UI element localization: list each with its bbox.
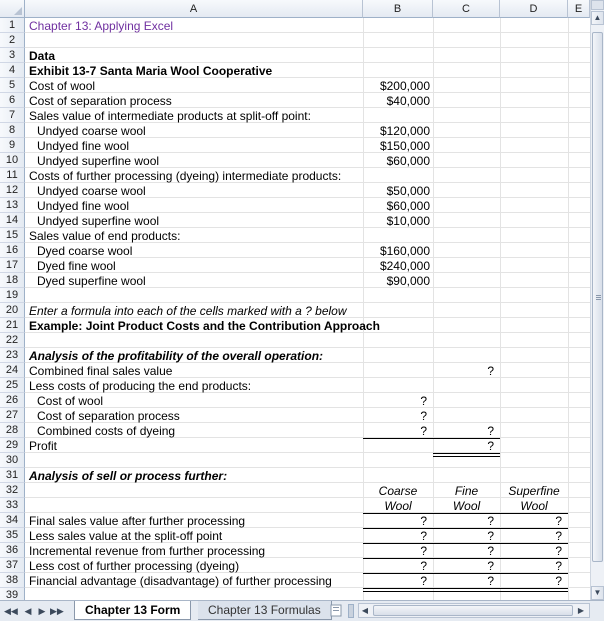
cell-c35[interactable]: ? bbox=[487, 529, 494, 543]
row-header[interactable]: 29 bbox=[0, 438, 25, 453]
row-header[interactable]: 31 bbox=[0, 468, 25, 483]
row-header[interactable]: 13 bbox=[0, 198, 25, 213]
row-header[interactable]: 35 bbox=[0, 528, 25, 543]
gridline bbox=[25, 92, 590, 93]
cell-a31[interactable]: Analysis of sell or process further: bbox=[29, 469, 228, 483]
cell-b27[interactable]: ? bbox=[420, 409, 427, 423]
cell-d36[interactable]: ? bbox=[555, 544, 562, 558]
cell-d35[interactable]: ? bbox=[555, 529, 562, 543]
cell-b16[interactable]: $160,000 bbox=[379, 244, 430, 258]
row-header[interactable]: 1 bbox=[0, 18, 25, 33]
cell-b34[interactable]: ? bbox=[420, 514, 427, 528]
row-header[interactable]: 15 bbox=[0, 228, 25, 243]
cell-a17[interactable]: Dyed fine wool bbox=[37, 259, 116, 273]
last-sheet-icon[interactable]: ▶▶ bbox=[50, 606, 64, 616]
row-header[interactable]: 16 bbox=[0, 243, 25, 258]
cell-a6[interactable]: Cost of separation process bbox=[29, 94, 172, 108]
tab-chapter-13-form[interactable]: Chapter 13 Form bbox=[74, 601, 191, 620]
row-header[interactable]: 21 bbox=[0, 318, 25, 333]
border-row38-double bbox=[363, 588, 568, 592]
row-header[interactable]: 19 bbox=[0, 288, 25, 303]
cell-b38[interactable]: ? bbox=[420, 574, 427, 588]
row-header[interactable]: 24 bbox=[0, 363, 25, 378]
cell-b28[interactable]: ? bbox=[420, 424, 427, 438]
split-box[interactable] bbox=[591, 0, 604, 10]
gridline bbox=[25, 407, 590, 408]
row-header[interactable]: 8 bbox=[0, 123, 25, 138]
first-sheet-icon[interactable]: ◀◀ bbox=[4, 606, 18, 616]
cell-a27[interactable]: Cost of separation process bbox=[37, 409, 180, 423]
row-header[interactable]: 12 bbox=[0, 183, 25, 198]
gridline bbox=[25, 452, 590, 453]
cell-a14[interactable]: Undyed superfine wool bbox=[37, 214, 160, 228]
row-header[interactable]: 7 bbox=[0, 108, 25, 123]
tab-split-handle[interactable] bbox=[348, 604, 354, 618]
row-header[interactable]: 17 bbox=[0, 258, 25, 273]
column-header-d[interactable]: D bbox=[500, 0, 568, 18]
row-header[interactable]: 32 bbox=[0, 483, 25, 498]
cell-a5[interactable]: Cost of wool bbox=[29, 79, 96, 93]
row-header[interactable]: 26 bbox=[0, 393, 25, 408]
row-header[interactable]: 23 bbox=[0, 348, 25, 363]
cell-b17[interactable]: $240,000 bbox=[379, 259, 430, 273]
gridline bbox=[25, 302, 590, 303]
row-header[interactable]: 37 bbox=[0, 558, 25, 573]
cell-a26[interactable]: Cost of wool bbox=[37, 394, 104, 408]
gridline bbox=[568, 18, 569, 600]
cell-a9[interactable]: Undyed fine wool bbox=[37, 139, 130, 153]
cell-b12[interactable]: $50,000 bbox=[386, 184, 430, 198]
cell-a18[interactable]: Dyed superfine wool bbox=[37, 274, 146, 288]
row-header[interactable]: 38 bbox=[0, 573, 25, 588]
row-header[interactable]: 6 bbox=[0, 93, 25, 108]
cell-d33[interactable]: Wool bbox=[520, 499, 548, 513]
column-header-c[interactable]: C bbox=[433, 0, 500, 18]
sheet-tab-bar bbox=[0, 600, 604, 621]
cell-a13[interactable]: Undyed fine wool bbox=[37, 199, 130, 213]
cell-b35[interactable]: ? bbox=[420, 529, 427, 543]
insert-sheet-icon[interactable] bbox=[330, 603, 344, 618]
cell-b5[interactable]: $200,000 bbox=[379, 79, 430, 93]
scroll-right-icon[interactable]: ▶ bbox=[577, 606, 585, 615]
cell-c29[interactable]: ? bbox=[487, 439, 494, 453]
cell-a3[interactable]: Data bbox=[29, 49, 56, 63]
horizontal-scrollbar[interactable] bbox=[358, 603, 590, 618]
border-b28-bottom bbox=[363, 438, 433, 439]
border-row35-bottom bbox=[363, 543, 568, 544]
cell-a28[interactable]: Combined costs of dyeing bbox=[37, 424, 176, 438]
cell-a16[interactable]: Dyed coarse wool bbox=[37, 244, 133, 258]
row-header[interactable]: 36 bbox=[0, 543, 25, 558]
border-c28-bottom bbox=[433, 438, 500, 439]
cell-a11[interactable]: Costs of further processing (dyeing) intermediate products: bbox=[29, 169, 342, 183]
cell-a4[interactable]: Exhibit 13-7 Santa Maria Wool Cooperative bbox=[29, 64, 273, 78]
border-row37-bottom bbox=[363, 573, 568, 574]
cell-d34[interactable]: ? bbox=[555, 514, 562, 528]
cell-a20[interactable]: Enter a formula into each of the cells marked with a ? below bbox=[29, 304, 347, 318]
cell-d38[interactable]: ? bbox=[555, 574, 562, 588]
grip-line bbox=[596, 299, 601, 300]
row-header[interactable]: 10 bbox=[0, 153, 25, 168]
row-header[interactable]: 5 bbox=[0, 78, 25, 93]
row-header[interactable]: 3 bbox=[0, 48, 25, 63]
tab-chapter-13-formulas[interactable]: Chapter 13 Formulas bbox=[198, 601, 332, 620]
prev-sheet-icon[interactable]: ◀ bbox=[24, 606, 32, 616]
cell-b14[interactable]: $10,000 bbox=[386, 214, 430, 228]
cell-c34[interactable]: ? bbox=[487, 514, 494, 528]
vertical-scrollbar[interactable] bbox=[590, 0, 604, 600]
cell-c37[interactable]: ? bbox=[487, 559, 494, 573]
cell-a29[interactable]: Profit bbox=[29, 439, 58, 453]
row-header[interactable]: 22 bbox=[0, 333, 25, 348]
row-header[interactable]: 4 bbox=[0, 63, 25, 78]
select-all-corner[interactable] bbox=[0, 0, 25, 18]
row-header[interactable]: 2 bbox=[0, 33, 25, 48]
border-row33-bottom bbox=[363, 513, 568, 514]
cell-c28[interactable]: ? bbox=[487, 424, 494, 438]
gridline bbox=[25, 47, 590, 48]
row-header[interactable]: 34 bbox=[0, 513, 25, 528]
row-header[interactable]: 25 bbox=[0, 378, 25, 393]
cell-a35[interactable]: Less sales value at the split-off point bbox=[29, 529, 223, 543]
cell-b10[interactable]: $60,000 bbox=[386, 154, 430, 168]
cell-c32[interactable]: Fine bbox=[454, 484, 479, 498]
cell-b37[interactable]: ? bbox=[420, 559, 427, 573]
cell-a36[interactable]: Incremental revenue from further processing bbox=[29, 544, 266, 558]
column-header-a[interactable]: A bbox=[25, 0, 363, 18]
cell-a38[interactable]: Financial advantage (disadvantage) of further processing bbox=[29, 574, 332, 588]
cell-b6[interactable]: $40,000 bbox=[386, 94, 430, 108]
cell-d32[interactable]: Superfine bbox=[508, 484, 560, 498]
border-row36-bottom bbox=[363, 558, 568, 559]
cell-a24[interactable]: Combined final sales value bbox=[29, 364, 173, 378]
column-header-e[interactable]: E bbox=[568, 0, 590, 18]
gridline bbox=[25, 467, 590, 468]
cell-a23[interactable]: Analysis of the profitability of the overall operation: bbox=[29, 349, 324, 363]
row-header[interactable]: 30 bbox=[0, 453, 25, 468]
row-header[interactable]: 20 bbox=[0, 303, 25, 318]
cell-d37[interactable]: ? bbox=[555, 559, 562, 573]
cell-b36[interactable]: ? bbox=[420, 544, 427, 558]
cell-a25[interactable]: Less costs of producing the end products: bbox=[29, 379, 252, 393]
cell-a7[interactable]: Sales value of intermediate products at split-off point: bbox=[29, 109, 311, 123]
cell-b32[interactable]: Coarse bbox=[378, 484, 418, 498]
cell-a10[interactable]: Undyed superfine wool bbox=[37, 154, 160, 168]
gridline bbox=[25, 62, 590, 63]
cell-b8[interactable]: $120,000 bbox=[379, 124, 430, 138]
cell-b9[interactable]: $150,000 bbox=[379, 139, 430, 153]
row-header[interactable]: 9 bbox=[0, 138, 25, 153]
gridline bbox=[25, 347, 590, 348]
scroll-left-icon[interactable]: ◀ bbox=[361, 606, 369, 615]
cell-c36[interactable]: ? bbox=[487, 544, 494, 558]
next-sheet-icon[interactable]: ▶ bbox=[38, 606, 46, 616]
grip-line bbox=[596, 295, 601, 296]
cell-a1-title[interactable]: Chapter 13: Applying Excel bbox=[29, 19, 174, 33]
cell-a21[interactable]: Example: Joint Product Costs and the Contribution Approach bbox=[29, 319, 380, 333]
vertical-scroll-thumb[interactable] bbox=[592, 32, 603, 562]
cell-b33[interactable]: Wool bbox=[384, 499, 412, 513]
scroll-down-icon[interactable]: ▼ bbox=[591, 586, 604, 600]
row-header[interactable]: 11 bbox=[0, 168, 25, 183]
cell-a37[interactable]: Less cost of further processing (dyeing) bbox=[29, 559, 240, 573]
row-header[interactable]: 39 bbox=[0, 588, 25, 600]
row-header[interactable]: 33 bbox=[0, 498, 25, 513]
cell-a12[interactable]: Undyed coarse wool bbox=[37, 184, 146, 198]
row-header[interactable]: 14 bbox=[0, 213, 25, 228]
row-header[interactable]: 18 bbox=[0, 273, 25, 288]
row-header[interactable]: 27 bbox=[0, 408, 25, 423]
cell-c38[interactable]: ? bbox=[487, 574, 494, 588]
border-row34-bottom bbox=[363, 528, 568, 529]
column-header-b[interactable]: B bbox=[363, 0, 433, 18]
cell-b26[interactable]: ? bbox=[420, 394, 427, 408]
cell-c33[interactable]: Wool bbox=[452, 499, 481, 513]
border-c29-double bbox=[433, 453, 500, 457]
cell-a15[interactable]: Sales value of end products: bbox=[29, 229, 181, 243]
cell-b13[interactable]: $60,000 bbox=[386, 199, 430, 213]
grip-line bbox=[596, 297, 601, 298]
horizontal-scroll-thumb[interactable] bbox=[373, 605, 573, 616]
cell-b18[interactable]: $90,000 bbox=[386, 274, 430, 288]
cell-c24[interactable]: ? bbox=[487, 364, 494, 378]
cell-a8[interactable]: Undyed coarse wool bbox=[37, 124, 146, 138]
scroll-up-icon[interactable]: ▲ bbox=[591, 11, 604, 25]
row-header[interactable]: 28 bbox=[0, 423, 25, 438]
cell-a34[interactable]: Final sales value after further processing bbox=[29, 514, 246, 528]
